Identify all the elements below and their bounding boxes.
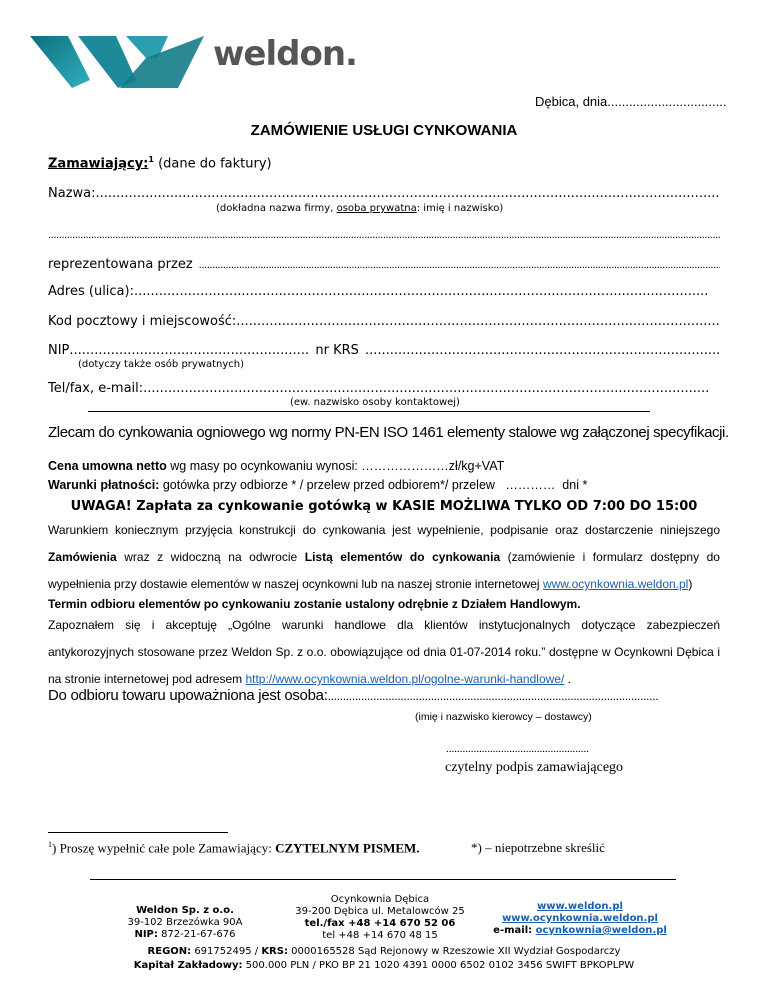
- name-second-line[interactable]: [48, 230, 720, 241]
- footer-nip-value: 872-21-67-676: [157, 929, 236, 940]
- blank-dots[interactable]: [48, 230, 720, 241]
- condition-b2: Listą elementów do cynkowania: [304, 550, 501, 564]
- contact-field[interactable]: [48, 381, 708, 396]
- customer-footnote-ref: 1: [148, 155, 154, 164]
- authorized-label: Do odbioru towaru upoważniona jest osoba:: [48, 687, 328, 704]
- footnote-1-bold: CZYTELNYM PISMEM.: [275, 840, 420, 856]
- krs-dots[interactable]: [365, 343, 720, 358]
- footer-company-address: 39-102 Brzezówka 90A: [127, 917, 243, 928]
- condition-t3: (zamówienie i formularz dostępny do wypełnienia przy dostawie elementów w naszej ocynkowni lub na naszej stronie internetowej: [48, 550, 720, 591]
- regon-value: 691752495 /: [191, 946, 262, 957]
- website-link[interactable]: www.ocynkownia.weldon.pl: [542, 577, 689, 591]
- place-date[interactable]: Dębica, dnia.................................: [535, 94, 727, 109]
- order-statement: Zlecam do cynkowania ogniowego wg normy PN-EN ISO 1461 elementy stalowe wg załączonej specyfikacji.: [48, 424, 729, 441]
- nip-hint: (dotyczy także osób prywatnych): [78, 359, 245, 370]
- postal-field[interactable]: [48, 314, 720, 329]
- customer-divider: [88, 411, 650, 412]
- address-label: Adres (ulica):: [48, 284, 134, 299]
- name-dots[interactable]: [96, 186, 721, 201]
- condition-paragraph: [48, 517, 720, 598]
- representative-field[interactable]: [48, 257, 720, 272]
- regon-label: REGON:: [147, 946, 192, 957]
- footer-capital: [0, 960, 768, 971]
- payment-text[interactable]: gotówka przy odbiorze * / przelew przed odbiorem*/ przelew ………… dni *: [159, 478, 588, 492]
- customer-heading: [48, 155, 272, 171]
- signature-line[interactable]: ....................................................: [446, 743, 589, 755]
- weldon-logo: [28, 24, 357, 94]
- footer-email: [485, 925, 675, 937]
- footer-plant-phone: tel./fax +48 +14 670 52 06: [304, 918, 456, 929]
- footer-company-nip: [110, 929, 260, 941]
- contact-label: Tel/fax, e-mail:: [48, 381, 144, 396]
- brand-name: weldon.: [213, 34, 357, 74]
- payment-line[interactable]: [48, 478, 587, 492]
- condition-t2: wraz z widoczną na odwrocie: [116, 550, 305, 564]
- payment-label: Warunki płatności:: [48, 478, 160, 492]
- price-label: Cena umowna netto: [48, 459, 167, 473]
- footer-company: [110, 905, 260, 941]
- pickup-term: Termin odbioru elementów po cynkowaniu zostanie ustalony odrębnie z Działem Handlowym.: [48, 597, 581, 611]
- footer-plant-name: Ocynkownia Dębica: [330, 894, 430, 905]
- address-field[interactable]: [48, 284, 708, 299]
- footer-plant-phone2: tel +48 +14 670 48 15: [322, 930, 438, 941]
- name-hint-a: (dokładna nazwa firmy,: [216, 203, 337, 214]
- authorized-field[interactable]: [48, 687, 658, 704]
- capital-value: 500.000 PLN / PKO BP 21 1020 4391 0000 6502 0102 3456 SWIFT BPKOPLPW: [242, 960, 635, 971]
- price-text[interactable]: wg masy po ocynkowaniu wynosi: …………………zł/kg+VAT: [166, 459, 505, 473]
- krs-footer-label: KRS:: [261, 946, 288, 957]
- terms-link[interactable]: http://www.ocynkownia.weldon.pl/ogolne-warunki-handlowe/: [245, 672, 565, 686]
- price-line[interactable]: [48, 459, 504, 473]
- krs-label: nr KRS: [315, 343, 359, 358]
- nip-krs-field[interactable]: [48, 343, 720, 358]
- nip-dots[interactable]: [69, 343, 309, 358]
- representative-label: reprezentowana przez: [48, 257, 193, 272]
- footnote-1-sup: 1: [48, 840, 52, 849]
- nip-label: NIP: [48, 343, 70, 358]
- footer-nip-label: NIP:: [134, 929, 158, 940]
- terms-paragraph: [48, 612, 720, 693]
- footer-divider: [90, 879, 676, 880]
- payment-warning: UWAGA! Zapłata za cynkowanie gotówką w KASIE MOŻLIWA TYLKO OD 7:00 DO 15:00: [70, 499, 698, 514]
- footer-web-link-2[interactable]: www.ocynkownia.weldon.pl: [502, 913, 658, 924]
- footnote-1-text: ) Proszę wypełnić całe pole Zamawiający:: [52, 840, 276, 856]
- contact-dots[interactable]: [143, 381, 708, 396]
- footnote-1: [48, 840, 420, 856]
- terms-end: .: [564, 672, 571, 686]
- name-hint: [216, 203, 503, 214]
- footer-company-name: Weldon Sp. z o.o.: [136, 905, 234, 916]
- document-title: ZAMÓWIENIE USŁUGI CYNKOWANIA: [250, 122, 518, 139]
- footer-regon: [0, 946, 768, 957]
- postal-label: Kod pocztowy i miejscowość:: [48, 314, 237, 329]
- footnote-divider: [48, 832, 228, 833]
- footer-email-link[interactable]: ocynkownia@weldon.pl: [535, 925, 667, 936]
- customer-label: Zamawiający:: [48, 156, 149, 172]
- capital-label: Kapitał Zakładowy:: [133, 960, 243, 971]
- name-label: Nazwa:: [48, 186, 96, 201]
- authorized-dots[interactable]: [328, 689, 658, 703]
- contact-hint: (ew. nazwisko osoby kontaktowej): [290, 397, 460, 408]
- condition-t1: Warunkiem koniecznym przyjęcia konstrukcji do cynkowania jest wypełnienie, podpisanie oraz dostarczenie niniejszego: [48, 523, 720, 537]
- terms-text: Zapoznałem się i akceptuję „Ogólne warunki handlowe dla klientów instytucjonalnych dotyczące zabezpieczeń antykorozyjnych stosowane przez Weldon Sp. z o.o. obowiązujące od dnia 01-07-2014 roku.” dostępne w Ocynkowni Dębica i na stronie internetowej pod adresem: [48, 618, 720, 686]
- footnote-2: *) – niepotrzebne skreślić: [471, 840, 605, 855]
- address-dots[interactable]: [134, 284, 708, 299]
- krs-footer-value: 0000165528 Sąd Rejonowy w Rzeszowie XII Wydział Gospodarczy: [287, 946, 621, 957]
- name-field[interactable]: [48, 186, 720, 201]
- name-hint-c: : imię i nazwisko): [416, 203, 504, 214]
- authorized-hint: (imię i nazwisko kierowcy – dostawcy): [415, 711, 592, 723]
- customer-note: (dane do faktury): [158, 156, 272, 172]
- condition-b1: Zamówienia: [48, 550, 117, 564]
- postal-dots[interactable]: [236, 314, 720, 329]
- representative-dots[interactable]: [199, 260, 720, 271]
- footer-plant-address: 39-200 Dębica ul. Metalowców 25: [295, 906, 465, 917]
- footer-web: [485, 901, 675, 937]
- weldon-w-icon: [28, 28, 208, 90]
- footer-web-link-1[interactable]: www.weldon.pl: [537, 901, 623, 912]
- footer-plant: [280, 894, 480, 942]
- condition-t4: ): [688, 577, 693, 591]
- name-hint-b: osoba prywatna: [336, 203, 417, 214]
- signature-label: czytelny podpis zamawiającego: [445, 760, 624, 775]
- footer-email-label: e-mail:: [493, 925, 536, 936]
